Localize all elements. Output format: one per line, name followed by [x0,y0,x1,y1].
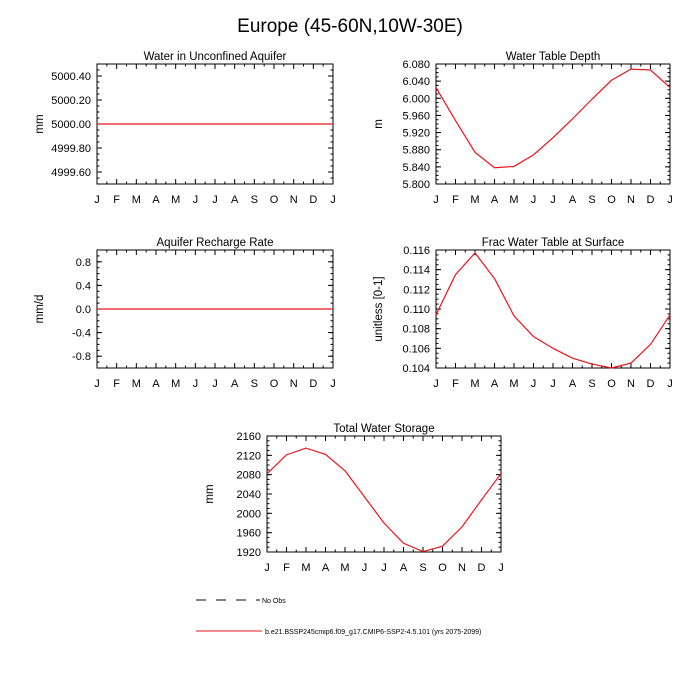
panel-title: Total Water Storage [333,423,435,435]
x-tick-label: A [230,194,239,206]
y-tick-label: 6.080 [402,59,430,71]
x-tick-label: N [458,562,466,574]
x-tick-label: A [321,562,330,574]
x-tick-label: D [309,378,318,390]
y-tick-label: 2040 [236,489,261,501]
legend-obs [196,598,286,605]
x-tick-label: M [470,378,480,390]
y-tick-label: 6.000 [402,93,430,106]
x-tick-label: J [550,194,556,206]
x-tick-label: D [309,194,318,206]
x-tick-label: N [627,378,635,390]
chart-panel-1 [34,51,336,206]
x-tick-label: J [361,562,368,574]
x-tick-label: M [171,194,181,206]
y-tick-label: 1960 [236,527,261,540]
x-tick-label: N [289,378,298,390]
x-tick-label: N [627,194,635,206]
x-tick-label: J [212,194,218,206]
x-tick-label: O [607,194,616,206]
x-tick-label: M [470,194,480,206]
y-tick-label: 0.108 [402,323,430,336]
x-tick-label: J [94,378,100,390]
y-tick-label: 5000.00 [51,119,91,131]
y-tick-label: 0.110 [403,304,430,316]
x-tick-label: M [509,378,519,390]
x-tick-label: A [230,378,239,390]
x-tick-label: O [607,378,616,390]
x-tick-label: F [452,378,459,390]
y-axis-label: mm [204,484,216,504]
page-title: Europe (45-60N,10W-30E) [237,16,463,37]
y-axis-label: mm [34,114,46,134]
series-line-1 [436,253,670,368]
y-tick-label: 5.840 [402,161,430,174]
y-axis-label: m [373,119,385,129]
y-tick-label: 4999.60 [51,167,91,179]
plot-frame [436,64,670,184]
x-tick-label: F [113,378,121,390]
x-tick-label: A [490,194,499,206]
chart-panel-5 [204,423,504,574]
y-tick-label: 0.112 [403,284,430,297]
y-tick-label: 2080 [236,469,261,482]
y-tick-label: 2160 [236,431,261,443]
legend-model-label: b.e21.BSSP245cmip6.f09_g17.CMIP6-SSP2-4.5.101 (yrs 2075-2099) [265,629,482,636]
x-tick-label: D [477,562,486,574]
y-tick-label: 5.920 [402,127,430,140]
x-tick-label: J [550,378,556,390]
chart-panel-4 [373,237,673,390]
y-tick-label: 5.880 [402,144,430,157]
y-tick-label: 1920 [236,547,261,559]
x-tick-label: S [250,378,259,390]
y-tick-label: 0.116 [403,245,430,257]
y-tick-label: 5.800 [402,179,430,191]
x-tick-label: J [330,378,336,390]
y-tick-label: 0.4 [75,280,91,293]
y-tick-label: 5000.20 [51,95,91,107]
x-tick-label: J [433,194,439,206]
x-tick-label: J [192,378,199,390]
y-tick-label: -0.8 [72,351,91,364]
chart-panels [34,51,673,574]
legend [196,598,481,636]
series-line-1 [436,69,670,168]
x-tick-label: J [667,194,673,206]
y-tick-label: 6.040 [402,76,430,89]
x-tick-label: J [212,378,218,390]
x-tick-label: F [283,562,290,574]
panel-title: Water Table Depth [505,51,601,63]
x-tick-label: S [419,562,427,574]
x-tick-label: N [289,194,298,206]
panel-title: Frac Water Table at Surface [481,237,625,249]
y-tick-label: 2000 [236,508,261,521]
series-line-1 [267,448,501,551]
panel-title: Aquifer Recharge Rate [156,237,274,249]
x-tick-label: J [667,378,673,390]
x-tick-label: M [509,194,519,206]
x-tick-label: O [269,194,279,206]
y-tick-label: 4999.80 [51,143,91,155]
x-tick-label: J [192,194,199,206]
x-tick-label: O [269,378,279,390]
x-tick-label: J [264,562,270,574]
x-tick-label: M [131,378,141,390]
plot-frame [436,250,670,368]
x-tick-label: J [498,562,504,574]
x-tick-label: A [568,194,577,206]
y-tick-label: 0.114 [403,264,430,277]
x-tick-label: S [250,194,259,206]
legend-model [196,629,481,636]
x-tick-label: J [530,378,537,390]
x-tick-label: M [131,194,141,206]
plot-frame [267,436,501,552]
panel-title: Water in Unconfined Aquifer [143,51,287,63]
x-tick-label: M [171,378,181,390]
x-tick-label: J [433,378,439,390]
y-tick-label: 0.104 [402,363,430,375]
x-tick-label: S [588,378,596,390]
x-tick-label: F [452,194,459,206]
x-tick-label: J [381,562,387,574]
x-tick-label: A [152,194,160,206]
legend-obs-label: No Obs [262,598,286,605]
x-tick-label: S [588,194,596,206]
x-tick-label: A [399,562,408,574]
y-tick-label: -0.4 [72,327,91,340]
y-axis-label: unitless [0-1] [373,276,385,342]
x-tick-label: M [340,562,350,574]
y-tick-label: 0.8 [75,256,91,269]
x-tick-label: O [438,562,447,574]
x-tick-label: J [530,194,537,206]
chart-panel-3 [34,237,336,390]
y-tick-label: 5.960 [402,110,430,123]
y-tick-label: 2120 [236,450,261,463]
x-tick-label: M [301,562,311,574]
y-axis-label: mm/d [34,294,46,324]
chart-panel-2 [373,51,673,206]
x-tick-label: A [490,378,499,390]
x-tick-label: J [94,194,100,206]
x-tick-label: F [113,194,121,206]
x-tick-label: J [330,194,336,206]
y-tick-label: 0.106 [402,343,430,356]
x-tick-label: D [646,194,655,206]
x-tick-label: D [646,378,655,390]
x-tick-label: A [152,378,160,390]
y-tick-label: 0.0 [75,304,91,316]
x-tick-label: A [568,378,577,390]
y-tick-label: 5000.40 [51,71,91,83]
